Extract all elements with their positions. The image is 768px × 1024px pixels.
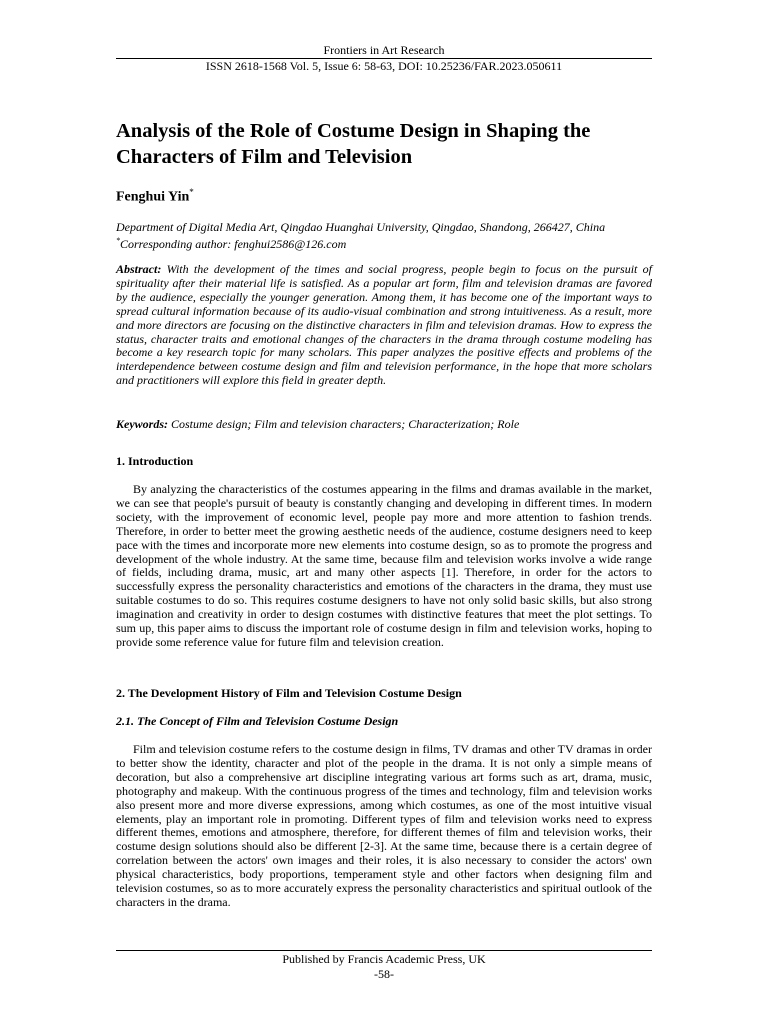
- keywords: [116, 417, 652, 431]
- page-number: -58-: [374, 967, 394, 981]
- section-heading-history: 2. The Development History of Film and Television Costume Design: [116, 686, 462, 700]
- section-heading-introduction: 1. Introduction: [116, 454, 194, 468]
- journal-name: Frontiers in Art Research: [323, 43, 445, 57]
- department: Department of Digital Media Art, Qingdao Huanghai University, Qingdao, Shandong, 266427, China: [116, 220, 606, 234]
- issn-line: ISSN 2618-1568 Vol. 5, Issue 6: 58-63, DOI: 10.25236/FAR.2023.050611: [205, 59, 563, 73]
- footer-rule: [116, 950, 652, 951]
- abstract-label: Abstract:: [116, 262, 162, 276]
- corresponding-author: *Corresponding author: fenghui2586@126.com: [116, 236, 347, 251]
- publisher-line: Published by Francis Academic Press, UK: [282, 952, 486, 966]
- intro-paragraph: By analyzing the characteristics of the costumes appearing in the films and dramas available in the market, we can see that people's pursuit of beauty is constantly changing and developing in different times. In modern society, with the improvement of economic level, people pay more and more attention to fashion trends. Therefore, in order to better meet the growing aesthetic needs of the audience, costume designers need to keep pace with the times and incorporate more new elements into costume design, so as to promote the progress and development of the whole industry. At the same time, because film and television works involve a wide range of fields, including drama, music, art and many other aspects [1]. Therefore, in order for the actors to successfully express the personality characteristics and emotions of the characters in the drama, they must use suitable costumes to do so. This requires costume designers to have not only solid basic skills, but also strong imagination and creativity in order to design costumes with distinctive features that meet the plot settings. To sum up, this paper aims to discuss the important role of costume design in film and television works, hoping to provide some reference value for future film and television creation.: [116, 482, 652, 649]
- paper-page: [116, 0, 652, 1024]
- author-mark: *: [189, 187, 194, 197]
- paper-title: Analysis of the Role of Costume Design in Shaping the Characters of Film and Television: [116, 120, 591, 168]
- author: [116, 187, 194, 206]
- abstract: [116, 263, 652, 388]
- author-name: Fenghui Yin: [116, 189, 190, 205]
- keywords-text: Costume design; Film and television characters; Characterization; Role: [171, 417, 520, 431]
- abstract-text: With the development of the times and social progress, people begin to focus on the pursuit of spirituality after their material life is satisfied. As a popular art form, film and television dramas are favored by the audience, especially the younger generation. Among them, it has become one of the important ways to spread cultural information because of its audio-visual combination and strong intuitiveness. As a result, more and more directors are focusing on the distinctive characters in film and television dramas. How to express the status, character traits and emotional changes of the characters in the drama through costume modeling has become a key research topic for many scholars. This paper analyzes the positive effects and problems of the interdependence between costume design and film and television performance, in the hope that more scholars and practitioners will explore this field in greater depth.: [116, 262, 653, 388]
- concept-paragraph: Film and television costume refers to the costume design in films, TV dramas and other TV dramas in order to better show the identity, character and plot of the people in the drama. It is not only a simple means of decoration, but also a comprehensive art discipline integrating various art forms such as art, drama, music, photography and makeup. With the continuous progress of the times and technology, film and television works also present more and more diverse expressions, among which costumes, as one of the most intuitive visual elements, play an important role in promoting. Different types of film and television works need to express different themes, emotions and atmosphere, therefore, for different themes of film and television works, their costume design solutions should also be different [2-3]. At the same time, because there is a certain degree of correlation between the actors' own images and their roles, it is also necessary to consider the actors' own physical characteristics, body proportions, temperament style and other factors when designing film and television costumes, so as to more accurately express the personality characteristics and spiritual outlook of the characters in the drama.: [116, 742, 652, 909]
- keywords-label: Keywords:: [116, 417, 168, 431]
- affiliation: [116, 220, 652, 251]
- subsection-heading-concept: 2.1. The Concept of Film and Television Costume Design: [116, 714, 399, 728]
